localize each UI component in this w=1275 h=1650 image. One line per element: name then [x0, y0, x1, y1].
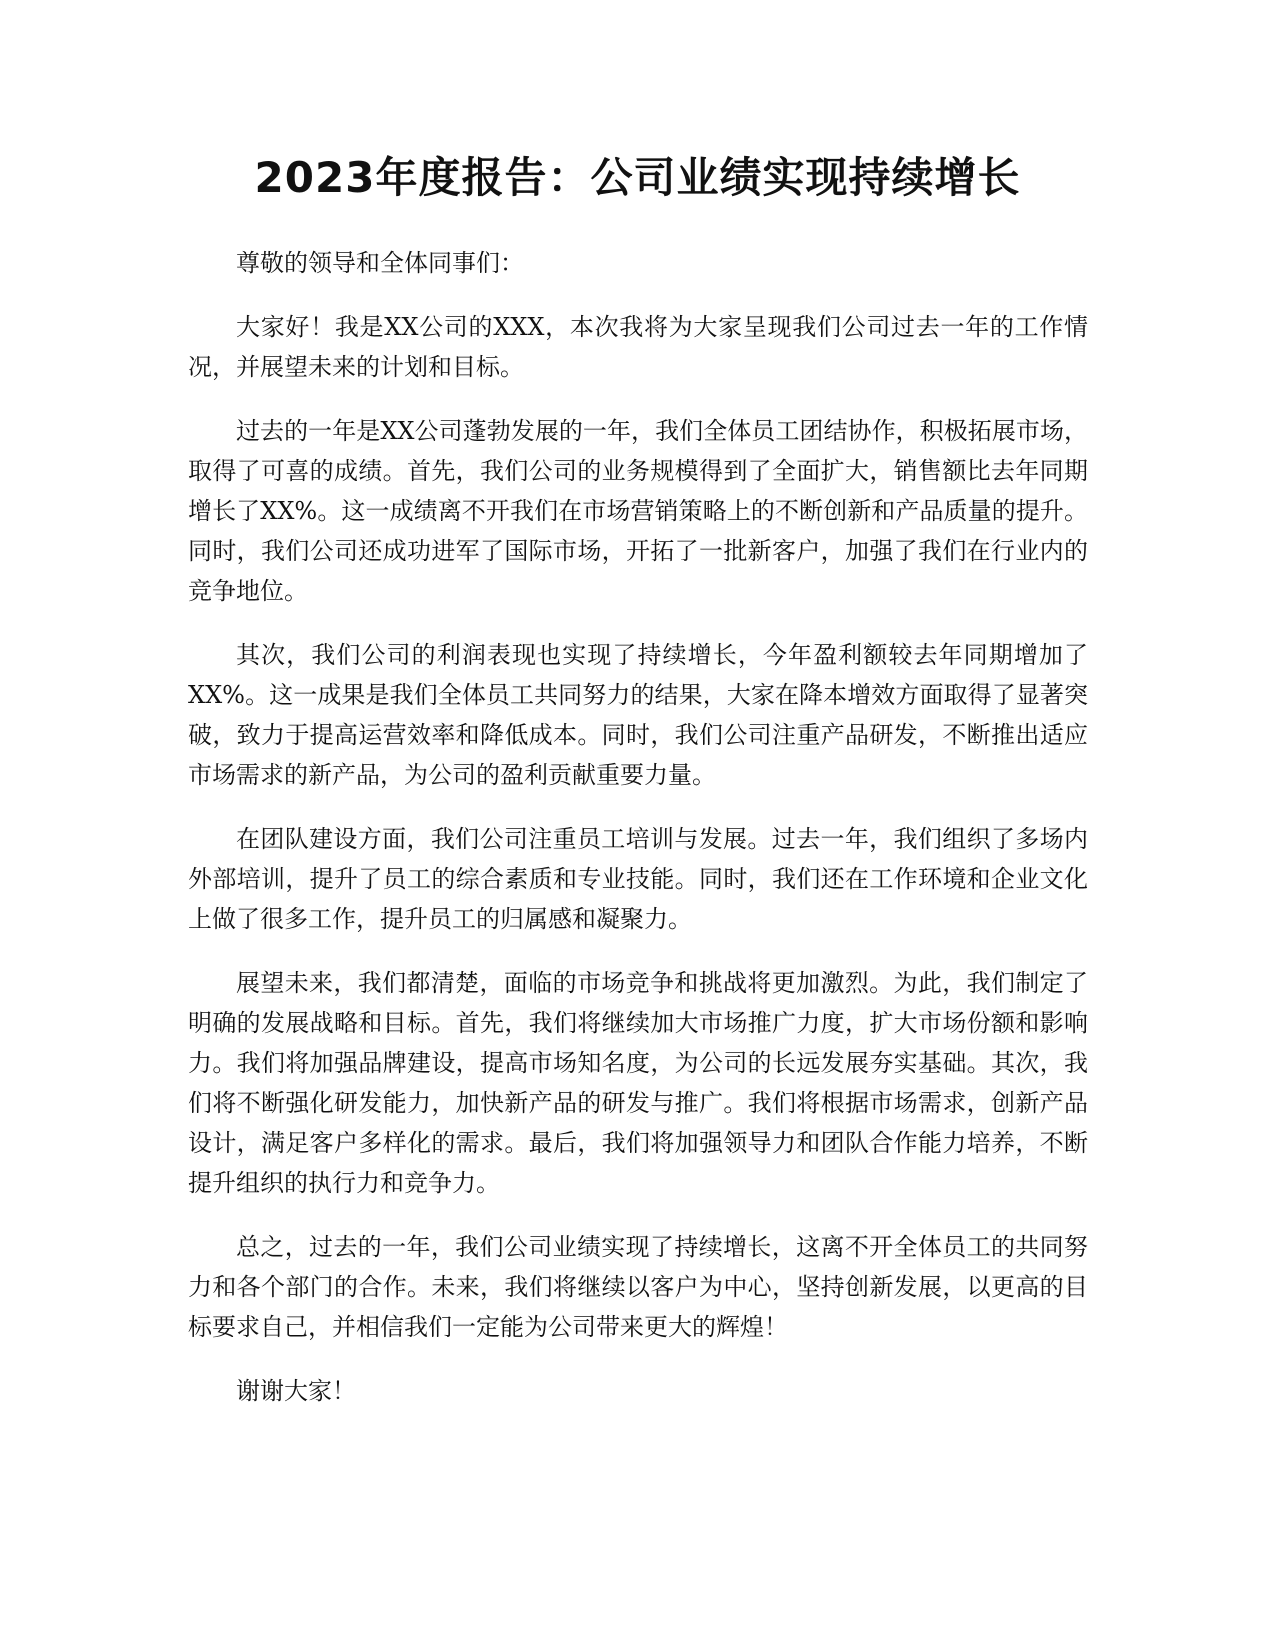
paragraph-profit-growth: 其次，我们公司的利润表现也实现了持续增长，今年盈利额较去年同期增加了XX%。这一成果是我们全体员工共同努力的结果，大家在降本增效方面取得了显著突破，致力于提高运营效率和降低成本。同时，我们公司注重产品研发，不断推出适应市场需求的新产品，为公司的盈利贡献重要力量。	[188, 641, 1088, 789]
paragraph-outlook: 展望未来，我们都清楚，面临的市场竞争和挑战将更加激烈。为此，我们制定了明确的发展战略和目标。首先，我们将继续加大市场推广力度，扩大市场份额和影响力。我们将加强品牌建设，提高市场知名度，为公司的长远发展夯实基础。其次，我们将不断强化研发能力，加快新产品的研发与推广。我们将根据市场需求，创新产品设计，满足客户多样化的需求。最后，我们将加强领导力和团队合作能力培养，不断提升组织的执行力和竞争力。	[188, 969, 1088, 1197]
document-body	[188, 243, 1088, 1435]
paragraph-intro: 大家好！我是XX公司的XXX，本次我将为大家呈现我们公司过去一年的工作情况，并展望未来的计划和目标。	[188, 313, 1088, 381]
closing: 谢谢大家！	[236, 1377, 356, 1405]
paragraph-team-building: 在团队建设方面，我们公司注重员工培训与发展。过去一年，我们组织了多场内外部培训，提升了员工的综合素质和专业技能。同时，我们还在工作环境和企业文化上做了很多工作，提升员工的归属感和凝聚力。	[188, 825, 1088, 933]
document-title: 2023年度报告：公司业绩实现持续增长	[254, 153, 1021, 202]
salutation: 尊敬的领导和全体同事们：	[236, 249, 524, 277]
paragraph-sales-growth: 过去的一年是XX公司蓬勃发展的一年，我们全体员工团结协作，积极拓展市场，取得了可喜的成绩。首先，我们公司的业务规模得到了全面扩大，销售额比去年同期增长了XX%。这一成绩离不开我们在市场营销策略上的不断创新和产品质量的提升。同时，我们公司还成功进军了国际市场，开拓了一批新客户，加强了我们在行业内的竞争地位。	[188, 417, 1088, 605]
paragraph-conclusion: 总之，过去的一年，我们公司业绩实现了持续增长，这离不开全体员工的共同努力和各个部门的合作。未来，我们将继续以客户为中心，坚持创新发展，以更高的目标要求自己，并相信我们一定能为公司带来更大的辉煌！	[188, 1233, 1088, 1341]
